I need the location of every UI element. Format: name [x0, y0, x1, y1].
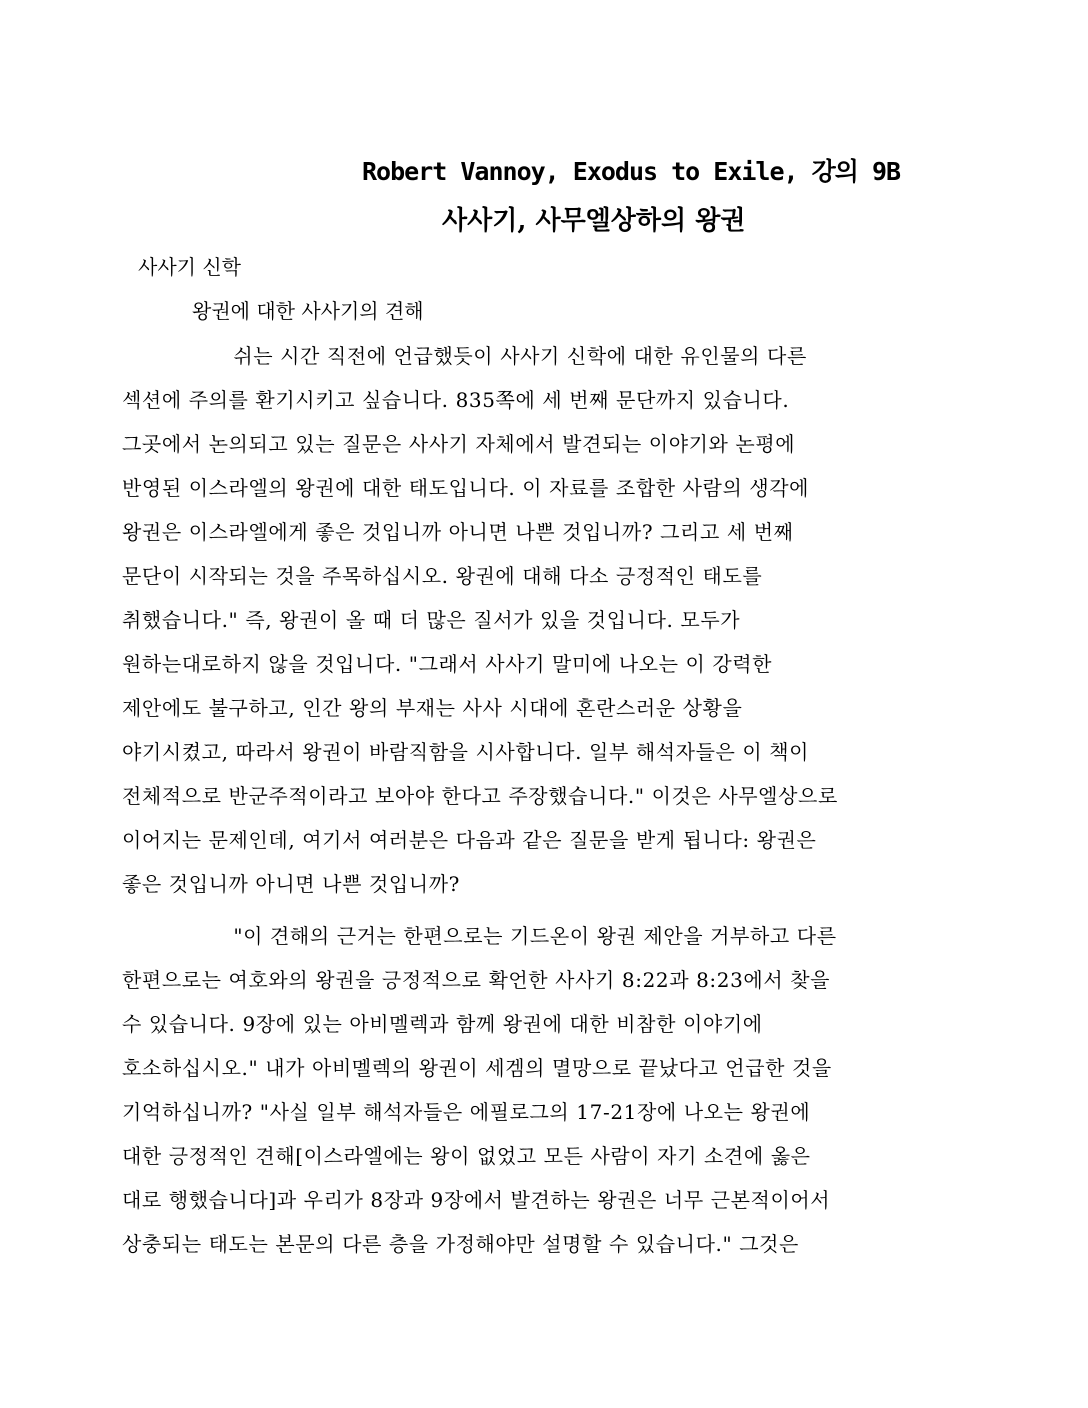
- body-line: 섹션에 주의를 환기시키고 싶습니다. 835쪽에 세 번째 문단까지 있습니다.: [122, 388, 790, 412]
- body-line: "이 견해의 근거는 한편으로는 기드온이 왕권 제안을 거부하고 다른: [122, 924, 837, 948]
- body-line: 기억하십니까? "사실 일부 해석자들은 에필로그의 17-21장에 나오는 왕권에: [122, 1100, 811, 1124]
- body-line: 상충되는 태도는 본문의 다른 층을 가정해야만 설명할 수 있습니다." 그것은: [122, 1232, 799, 1256]
- body-line: 문단이 시작되는 것을 주목하십시오. 왕권에 대해 다소 긍정적인 태도를: [122, 564, 763, 588]
- section-heading: 사사기 신학: [138, 255, 241, 279]
- subsection-heading: 왕권에 대한 사사기의 견해: [192, 299, 424, 323]
- body-line: 수 있습니다. 9장에 있는 아비멜렉과 함께 왕권에 대한 비참한 이야기에: [122, 1012, 763, 1036]
- body-line: 취했습니다." 즉, 왕권이 올 때 더 많은 질서가 있을 것입니다. 모두가: [122, 608, 741, 632]
- body-line: 왕권은 이스라엘에게 좋은 것입니까 아니면 나쁜 것입니까? 그리고 세 번째: [122, 520, 794, 544]
- body-line: 전체적으로 반군주적이라고 보아야 한다고 주장했습니다." 이것은 사무엘상으로: [122, 784, 838, 808]
- body-line: 이어지는 문제인데, 여기서 여러분은 다음과 같은 질문을 받게 됩니다: 왕권은: [122, 828, 817, 852]
- body-line: 대한 긍정적인 견해[이스라엘에는 왕이 없었고 모든 사람이 자기 소견에 옳은: [122, 1144, 811, 1168]
- body-line: 제안에도 불구하고, 인간 왕의 부재는 사사 시대에 혼란스러운 상황을: [122, 696, 743, 720]
- body-line: 야기시켰고, 따라서 왕권이 바람직함을 시사합니다. 일부 해석자들은 이 책이: [122, 740, 810, 764]
- body-line: 한편으로는 여호와의 왕권을 긍정적으로 확언한 사사기 8:22과 8:23에서 찾을: [122, 968, 831, 992]
- body-line: 그곳에서 논의되고 있는 질문은 사사기 자체에서 발견되는 이야기와 논평에: [122, 432, 796, 456]
- body-line: 좋은 것입니까 아니면 나쁜 것입니까?: [122, 872, 460, 896]
- lecture-title: Robert Vannoy, Exodus to Exile, 강의 9B: [362, 157, 901, 186]
- body-line: 호소하십시오." 내가 아비멜렉의 왕권이 세겜의 멸망으로 끝났다고 언급한 것을: [122, 1056, 832, 1080]
- body-line: 반영된 이스라엘의 왕권에 대한 태도입니다. 이 자료를 조합한 사람의 생각에: [122, 476, 810, 500]
- body-line: 쉬는 시간 직전에 언급했듯이 사사기 신학에 대한 유인물의 다른: [122, 344, 807, 368]
- body-line: 원하는대로하지 않을 것입니다. "그래서 사사기 말미에 나오는 이 강력한: [122, 652, 773, 676]
- body-line: 대로 행했습니다]과 우리가 8장과 9장에서 발견하는 왕권은 너무 근본적이어서: [122, 1188, 831, 1212]
- lecture-subtitle: 사사기, 사무엘상하의 왕권: [442, 206, 746, 236]
